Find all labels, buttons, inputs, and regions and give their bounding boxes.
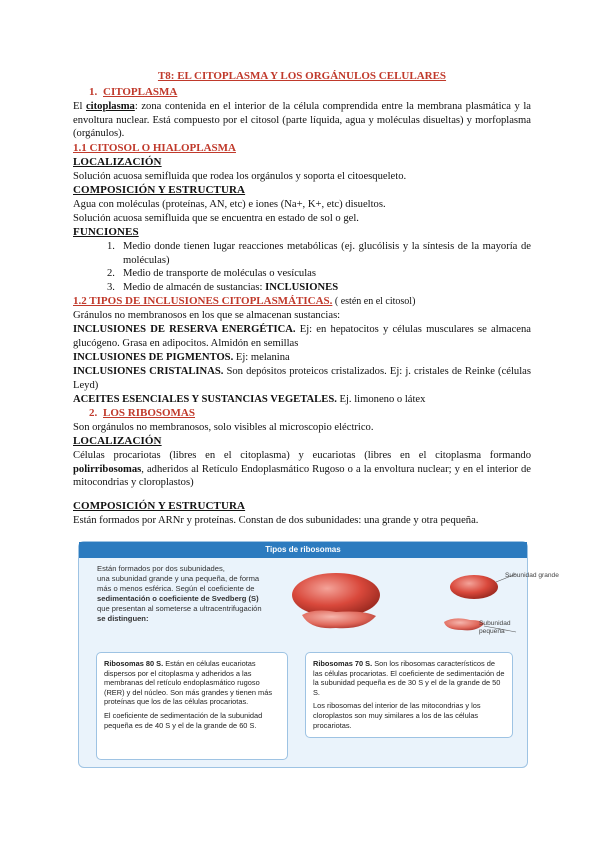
localizacion-heading: LOCALIZACIÓN [73, 156, 162, 168]
composicion-2-text: Están formados por ARNr y proteínas. Constan de dos subunidades: una grande y otra pequeña. [73, 515, 479, 526]
inclusiones-intro: Gránulos no membranosos en los que se almacenan sustancias: [73, 310, 341, 321]
section-2-heading: 2. LOS RIBOSOMAS [89, 407, 195, 419]
composicion-heading: COMPOSICIÓN Y ESTRUCTURA [73, 184, 246, 196]
inclusiones-pigmentos: INCLUSIONES DE PIGMENTOS. Ej: melanina [73, 352, 290, 363]
list-item: 2. Medio de transporte de moléculas o vesículas [107, 268, 316, 280]
figure-header: Tipos de ribosomas [79, 542, 527, 558]
inclusiones-reserva: INCLUSIONES DE RESERVA ENERGÉTICA. Ej: en hepatocitos y células musculares se almacena glucógeno. Grasa en adipocitos. Almidón en semillas [73, 324, 531, 349]
page-title: T8: EL CITOPLASMA Y LOS ORGÁNULOS CELULARES [157, 70, 447, 82]
funciones-heading: FUNCIONES [73, 226, 139, 238]
list-item: 1. Medio donde tienen lugar reacciones metabólicas (ej. glucólisis y la síntesis de la mayoría de moléculas) [107, 241, 531, 266]
ribosomas-intro: Son orgánulos no membranosos, solo visibles al microscopio eléctrico. [73, 422, 374, 433]
inclusiones-cristalinas: INCLUSIONES CRISTALINAS. Son depósitos proteicos cristalizados. Ej: j. cristales de Reinke (células Leyd) [73, 366, 531, 391]
large-subunit-shape [292, 573, 380, 617]
ribosome-types-figure [78, 541, 559, 768]
composicion-line-2: Solución acuosa semifluida que se encuentra en estado de sol o gel. [73, 213, 359, 224]
small-subunit-shape [302, 611, 376, 629]
composicion-line-1: Agua con moléculas (proteínas, AN, etc) e iones (Na+, K+, etc) disueltos. [73, 199, 386, 210]
small-subunit-small-shape [444, 618, 484, 630]
list-item: 3. Medio de almacén de sustancias: INCLUSIONES [107, 281, 339, 293]
aceites-esenciales: ACEITES ESENCIALES Y SUSTANCIAS VEGETALES. Ej. limoneno o látex [73, 394, 426, 405]
subsection-1-1-heading: 1.1 CITOSOL O HIALOPLASMA [73, 142, 236, 154]
section-1-title: CITOPLASMA [103, 86, 178, 98]
localizacion-2-text: Células procariotas (libres en el citoplasma) y eucariotas (libres en el citoplasma formando polirribosomas, adheridos al Retículo Endoplasmático Rugoso o a la envoltura nuclear; y en el interior de mitocondrias y cloroplastos) [73, 450, 531, 489]
figure-intro: Están formados por dos subunidades, una subunidad grande y una pequeña, de forma más o menos esférica. Según el coeficiente de sedimentación o coeficiente de Svedberg (S) que presentan al someterse a ultracentrifugación se distinguen: [97, 564, 262, 623]
composicion-2-heading: COMPOSICIÓN Y ESTRUCTURA [73, 500, 246, 512]
label-subunidad-grande: Subunidad grande [505, 572, 559, 579]
intro-paragraph: El citoplasma: zona contenida en el interior de la célula comprendida entre la membrana plasmática y la envoltura nuclear. Está compuesto por el citosol (parte líquida, agua y moléculas disueltas) y morfoplasma (orgánulos). [73, 101, 531, 140]
large-subunit-small-shape [450, 575, 498, 599]
term-citoplasma: citoplasma [85, 101, 135, 112]
section-1-heading: 1. CITOPLASMA [89, 86, 178, 98]
funciones-list [73, 240, 531, 294]
localizacion-text: Solución acuosa semifluida que rodea los orgánulos y soporta el citoesqueleto. [73, 171, 407, 182]
localizacion-2-heading: LOCALIZACIÓN [73, 435, 162, 447]
ribosomas-70s-box: Ribosomas 70 S. Son los ribosomas característicos de las células procariotas. El coeficiente de sedimentación de la subunidad pequeña es de 30 S y el de la grande de 50 S. Los ribosomas del interior de las mitocondrias y los cloroplastos son muy similares a los de las células procariotas. [305, 652, 513, 738]
section-2-title: LOS RIBOSOMAS [103, 407, 195, 419]
subsection-1-2-heading: 1.2 TIPOS DE INCLUSIONES CITOPLASMÁTICAS. ( estén en el citosol) [73, 295, 416, 307]
label-subunidad-pequena: Subunidad pequeña [479, 620, 511, 635]
ribosomas-80s-box: Ribosomas 80 S. Están en células eucariotas dispersos por el citoplasma y adheridos a las membranas del retículo endoplasmático rugoso (RER) y del núcleo. Son más grandes y tienen más proteínas que los de las células procariotas. El coeficiente de sedimentación de la subunidad pequeña es de 40 S y el de la grande de 60 S. [96, 652, 288, 760]
